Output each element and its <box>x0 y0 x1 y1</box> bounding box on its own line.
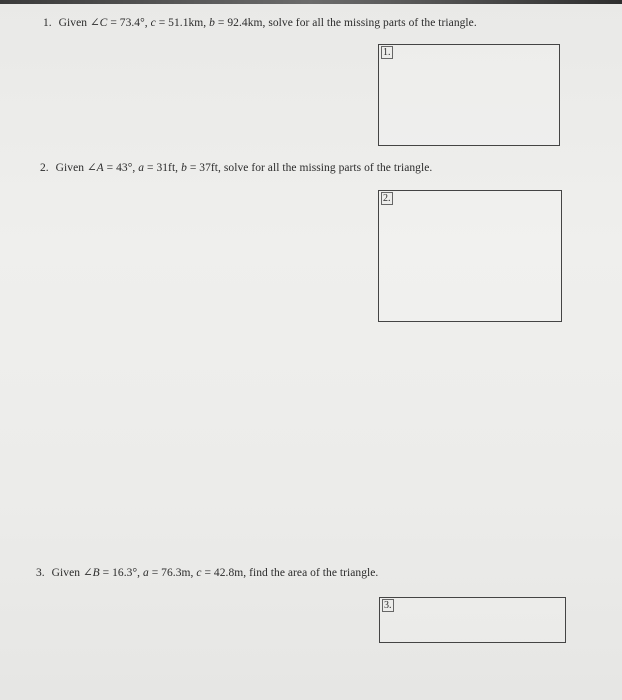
given-side-2-value: = 42.8m, <box>204 567 247 579</box>
given-angle-value: = 43°, <box>106 162 136 174</box>
given-angle-value: = 73.4°, <box>110 17 148 29</box>
given-side-1-value: = 76.3m, <box>151 567 194 579</box>
question-intro: Given <box>58 17 88 29</box>
given-side-1-value: = 31ft, <box>147 162 179 174</box>
answer-box-label: 3. <box>384 600 392 611</box>
answer-box-label: 2. <box>383 193 391 204</box>
question-2 <box>40 161 432 175</box>
given-angle: ∠B <box>82 567 100 579</box>
question-intro: Given <box>51 567 81 579</box>
answer-box-2[interactable] <box>378 190 562 322</box>
answer-box-3[interactable] <box>379 597 566 643</box>
given-angle: ∠A <box>86 162 104 174</box>
given-angle: ∠C <box>89 17 108 29</box>
question-number: 3. <box>36 567 45 579</box>
given-side-1-variable: a <box>138 162 145 174</box>
answer-box-label: 1. <box>383 47 391 58</box>
question-number: 2. <box>40 162 49 174</box>
given-angle-value: = 16.3°, <box>102 567 141 579</box>
question-instruction: solve for all the missing parts of the triangle. <box>268 17 477 29</box>
worksheet-page <box>0 4 622 700</box>
question-1 <box>43 16 477 30</box>
given-side-1-variable: a <box>142 567 149 579</box>
question-instruction: solve for all the missing parts of the triangle. <box>223 162 433 174</box>
question-instruction: find the area of the triangle. <box>249 567 379 579</box>
given-side-2-variable: b <box>209 17 215 29</box>
question-3 <box>36 566 378 580</box>
given-side-1-variable: c <box>150 17 156 29</box>
answer-box-1[interactable] <box>378 44 560 146</box>
question-intro: Given <box>55 162 85 174</box>
given-side-2-variable: c <box>196 567 202 579</box>
given-side-2-value: = 37ft, <box>189 162 221 174</box>
given-side-2-value: = 92.4km, <box>217 17 266 29</box>
given-side-1-value: = 51.1km, <box>158 17 207 29</box>
question-number: 1. <box>43 17 52 29</box>
given-side-2-variable: b <box>181 162 187 174</box>
